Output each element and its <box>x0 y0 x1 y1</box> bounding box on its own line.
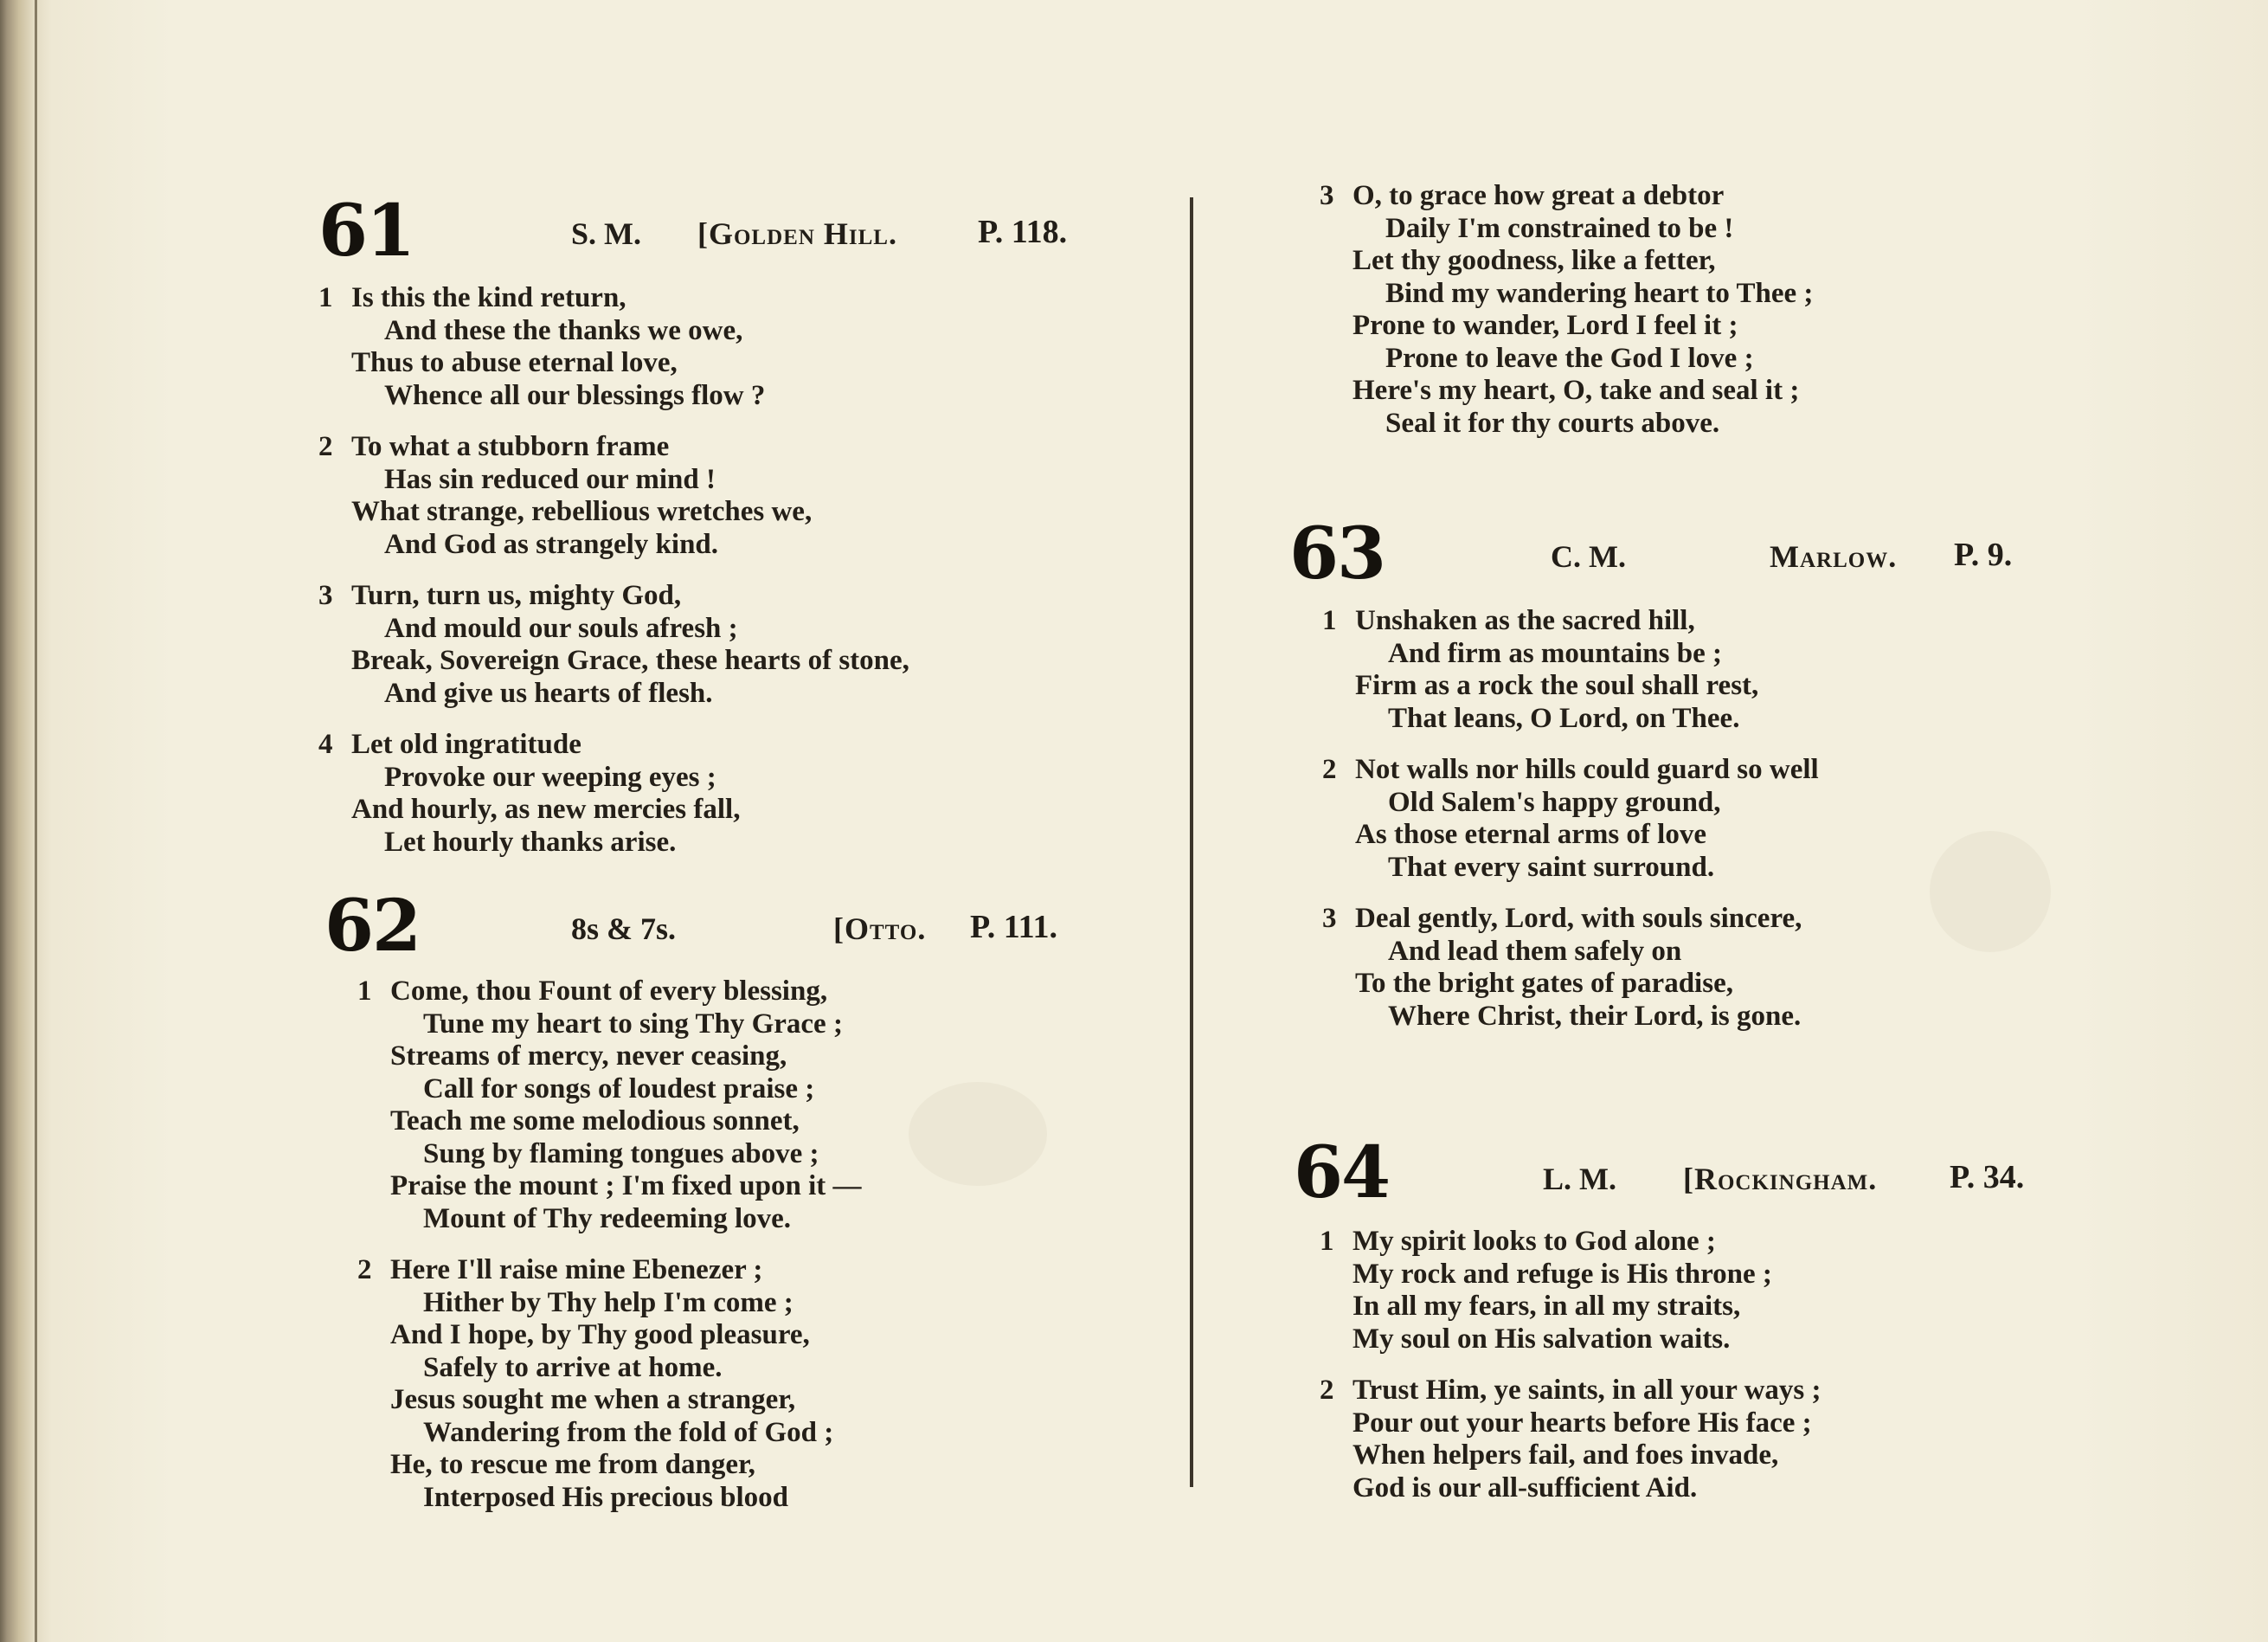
stanza-number: 3 <box>1320 180 1334 211</box>
verse-line: Not walls nor hills could guard so well <box>1355 754 1819 785</box>
meter-label: L. M. <box>1543 1162 1616 1196</box>
verse-line: Let hourly thanks arise. <box>384 826 677 858</box>
hymn-61 <box>318 192 1166 878</box>
verse-line: Is this the kind return, <box>351 282 626 313</box>
verse-line: And hourly, as new mercies fall, <box>351 794 741 825</box>
stanza-number: 2 <box>318 431 333 462</box>
verse-line: That every saint surround. <box>1388 851 1715 883</box>
verse-line: Seal it for thy courts above. <box>1385 407 1720 439</box>
verse-line: My spirit looks to God alone ; <box>1352 1226 1716 1257</box>
stanza-number: 2 <box>1322 754 1337 785</box>
verse-line: Interposed His precious blood <box>423 1481 789 1513</box>
verse-line: That leans, O Lord, on Thee. <box>1388 702 1740 734</box>
verse-line: Prone to wander, Lord I feel it ; <box>1352 310 1738 341</box>
stanza-number: 2 <box>1320 1375 1334 1406</box>
tune-name: [Golden Hill. <box>697 216 897 251</box>
verse-line: Daily I'm constrained to be ! <box>1385 212 1734 244</box>
verse-line: Here I'll raise mine Ebenezer ; <box>390 1254 763 1285</box>
stanza-number: 1 <box>1322 605 1337 636</box>
verse-line: Sung by flaming tongues above ; <box>423 1137 819 1169</box>
stanza-2 <box>318 431 1166 561</box>
verse-line: Break, Sovereign Grace, these hearts of stone, <box>351 645 909 676</box>
hymn-header <box>324 885 1173 968</box>
verse-line: Call for songs of loudest praise ; <box>423 1072 815 1104</box>
stanza-number: 2 <box>357 1254 372 1285</box>
verse-line: Praise the mount ; I'm fixed upon it — <box>390 1170 862 1201</box>
verse-line: And firm as mountains be ; <box>1388 637 1722 669</box>
verse-line: Wandering from the fold of God ; <box>423 1416 834 1448</box>
verse-line: And God as strangely kind. <box>384 528 719 560</box>
verse-line: Provoke our weeping eyes ; <box>384 761 716 793</box>
hymn-number: 63 <box>1289 512 1385 596</box>
hymn-number: 62 <box>324 885 421 968</box>
hymn-64 <box>1294 1131 2072 1523</box>
stanza-number: 1 <box>357 976 372 1007</box>
verse-line: Bind my wandering heart to Thee ; <box>1385 277 1814 309</box>
verse-line: Mount of Thy redeeming love. <box>423 1202 792 1234</box>
verse-line: My soul on His salvation waits. <box>1352 1323 1731 1355</box>
meter-label: 8s & 7s. <box>571 911 677 946</box>
stanza-1 <box>1294 1226 2072 1355</box>
meter-label: S. M. <box>571 216 641 251</box>
page-reference: P. 34. <box>1950 1159 2025 1195</box>
verse-line: Turn, turn us, mighty God, <box>351 580 682 611</box>
verse-line: Come, thou Fount of every blessing, <box>390 976 828 1007</box>
verse-line: Streams of mercy, never ceasing, <box>390 1040 787 1072</box>
verse-line: Teach me some melodious sonnet, <box>390 1105 800 1137</box>
stanza-1 <box>318 282 1166 412</box>
hymn-header <box>1289 512 2068 596</box>
stanza-number: 3 <box>1322 903 1337 934</box>
verse-line: Let thy goodness, like a fetter, <box>1352 245 1716 276</box>
verse-line: Jesus sought me when a stranger, <box>390 1384 796 1415</box>
verse-line: Thus to abuse eternal love, <box>351 347 678 378</box>
verse-line: Tune my heart to sing Thy Grace ; <box>423 1008 843 1040</box>
verse-line: Old Salem's happy ground, <box>1388 786 1721 818</box>
verse-line: Safely to arrive at home. <box>423 1351 723 1383</box>
page-reference: P. 118. <box>978 214 1068 250</box>
verse-line: And give us hearts of flesh. <box>384 677 713 709</box>
page-reference: P. 9. <box>1954 537 2013 573</box>
verse-line: God is our all-sufficient Aid. <box>1352 1471 1698 1504</box>
stanza-2 <box>324 1254 1173 1514</box>
verse-line: When helpers fail, and foes invade, <box>1352 1439 1779 1471</box>
hymn-62 <box>324 887 1173 1533</box>
stanza-number: 1 <box>318 282 333 313</box>
tune-name: [Rockingham. <box>1683 1162 1878 1196</box>
verse-line: To what a stubborn frame <box>351 431 670 462</box>
verse-line: Let old ingratitude <box>351 729 581 760</box>
hymn-62-continued <box>1320 180 2098 459</box>
hymn-63 <box>1289 512 2068 1052</box>
stanza-2 <box>1289 754 2068 884</box>
stanza-4 <box>318 729 1166 859</box>
verse-line: Firm as a rock the soul shall rest, <box>1355 670 1759 701</box>
hymn-number: 61 <box>318 190 414 273</box>
verse-line: And mould our souls afresh ; <box>384 612 738 644</box>
verse-line: My rock and refuge is His throne ; <box>1352 1258 1772 1290</box>
stanza-3 <box>318 580 1166 710</box>
verse-line: To the bright gates of paradise, <box>1355 968 1733 999</box>
tune-name: Marlow. <box>1770 539 1898 574</box>
stanza-number: 4 <box>318 729 333 760</box>
verse-line: Hither by Thy help I'm come ; <box>423 1286 793 1318</box>
verse-line: Deal gently, Lord, with souls sincere, <box>1355 903 1802 934</box>
verse-line: And lead them safely on <box>1388 935 1682 967</box>
verse-line: Has sin reduced our mind ! <box>384 463 716 495</box>
stanza-1 <box>324 976 1173 1235</box>
verse-line: O, to grace how great a debtor <box>1352 180 1725 211</box>
verse-line: Here's my heart, O, take and seal it ; <box>1352 375 1800 406</box>
book-binding-edge <box>0 0 45 1642</box>
verse-line: And I hope, by Thy good pleasure, <box>390 1319 810 1350</box>
verse-line: In all my fears, in all my straits, <box>1352 1291 1741 1322</box>
verse-line: Whence all our blessings flow ? <box>384 379 766 411</box>
stanza-1 <box>1289 605 2068 735</box>
column-divider <box>1190 197 1193 1487</box>
verse-line: As those eternal arms of love <box>1355 819 1706 850</box>
stanza-2 <box>1294 1375 2072 1504</box>
verse-line: He, to rescue me from danger, <box>390 1449 755 1480</box>
page-reference: P. 111. <box>970 909 1058 945</box>
hymn-header <box>318 190 1166 273</box>
meter-label: C. M. <box>1551 539 1626 574</box>
stanza-3 <box>1289 903 2068 1033</box>
stanza-number: 3 <box>318 580 333 611</box>
binding-shadow-line <box>35 0 37 1642</box>
verse-line: Trust Him, ye saints, in all your ways ; <box>1352 1375 1821 1406</box>
stanza-3 <box>1320 180 2098 440</box>
verse-line: Where Christ, their Lord, is gone. <box>1388 1000 1802 1032</box>
stanza-number: 1 <box>1320 1226 1334 1257</box>
tune-name: [Otto. <box>833 911 927 946</box>
verse-line: Unshaken as the sacred hill, <box>1355 605 1695 636</box>
verse-line: And these the thanks we owe, <box>384 314 743 346</box>
verse-line: Pour out your hearts before His face ; <box>1352 1407 1812 1439</box>
verse-line: What strange, rebellious wretches we, <box>351 496 813 527</box>
hymn-header <box>1294 1131 2072 1214</box>
hymn-number: 64 <box>1294 1131 1390 1214</box>
verse-line: Prone to leave the God I love ; <box>1385 342 1754 374</box>
